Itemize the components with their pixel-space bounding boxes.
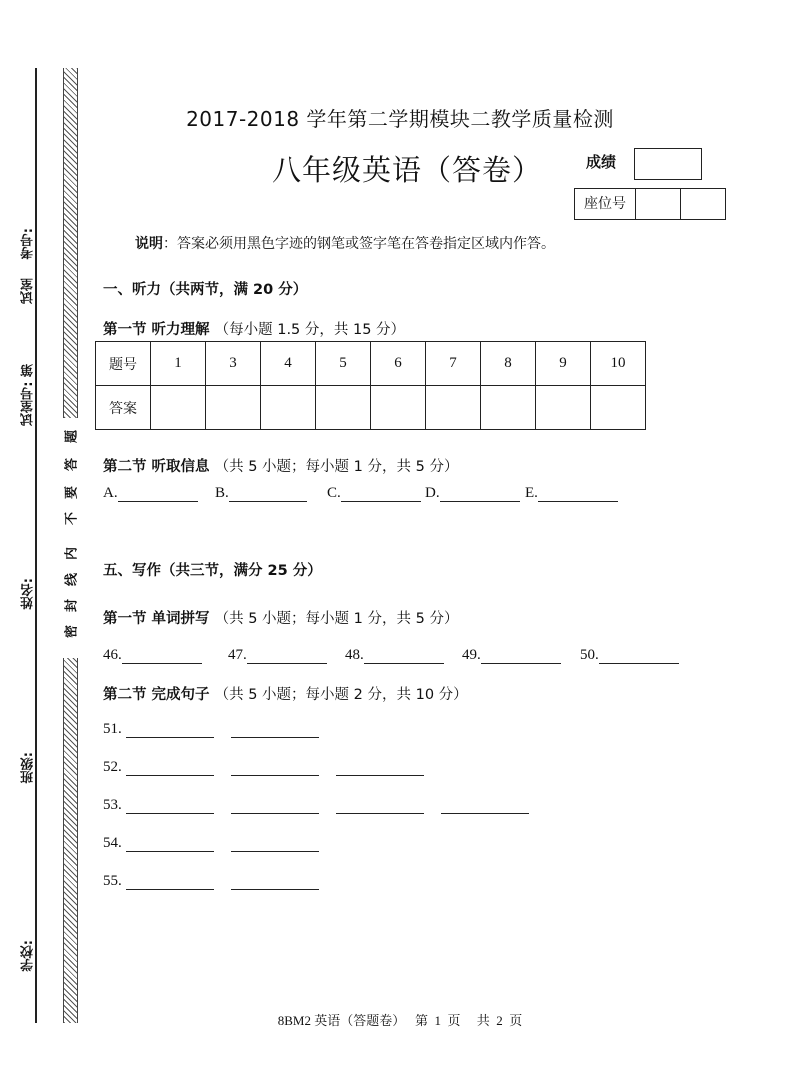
answer-blank[interactable] xyxy=(126,837,214,852)
question-number: 5 xyxy=(316,342,371,386)
table-row xyxy=(96,386,646,430)
answer-item xyxy=(345,647,444,664)
part1-sec2-heading xyxy=(103,455,458,476)
instructions-text: ：答案必须用黑色字迹的钢笔或签字笔在答卷指定区域内作答。 xyxy=(163,236,555,252)
question-number: 8 xyxy=(481,342,536,386)
answer-item xyxy=(228,647,327,664)
answer-blank[interactable] xyxy=(231,723,319,738)
answer-blank[interactable] xyxy=(118,487,198,502)
seat-cell[interactable] xyxy=(636,189,681,219)
item-label: C. xyxy=(327,485,341,501)
sec-detail: （共 5 小题；每小题 1 分，共 5 分） xyxy=(214,459,459,475)
score-label: 成绩 xyxy=(586,153,617,171)
sec-title: 第一节 听力理解 xyxy=(103,322,215,338)
sentence-item xyxy=(103,721,319,738)
item-label: 53. xyxy=(103,797,122,813)
page-footer: 8BM2 英语（答题卷） 第 1 页 共 2 页 xyxy=(277,1013,523,1028)
sec-title: 第二节 听取信息 xyxy=(103,459,215,475)
sentence-item xyxy=(103,797,529,814)
sentence-item xyxy=(103,873,319,890)
question-number: 7 xyxy=(426,342,481,386)
item-label: 50. xyxy=(580,647,599,663)
sec-detail: （共 5 小题；每小题 2 分，共 10 分） xyxy=(214,687,468,703)
answer-blank[interactable] xyxy=(229,487,307,502)
seat-number-box xyxy=(574,188,726,220)
answer-blank[interactable] xyxy=(440,487,520,502)
item-label: 54. xyxy=(103,835,122,851)
score-box[interactable] xyxy=(634,148,702,180)
answer-cell[interactable] xyxy=(151,386,206,430)
answer-blank[interactable] xyxy=(231,875,319,890)
item-label: 46. xyxy=(103,647,122,663)
question-number: 9 xyxy=(536,342,591,386)
answer-blank[interactable] xyxy=(231,761,319,776)
seat-label: 座位号 xyxy=(575,189,636,219)
answer-item xyxy=(215,485,307,502)
answer-blank[interactable] xyxy=(247,649,327,664)
answer-cell[interactable] xyxy=(371,386,426,430)
answer-blank[interactable] xyxy=(126,761,214,776)
seal-char: 答 xyxy=(64,458,80,472)
seal-char: 线 xyxy=(64,573,80,587)
answer-blank[interactable] xyxy=(231,837,319,852)
answer-blank[interactable] xyxy=(126,799,214,814)
sec-detail: （共 5 小题；每小题 1 分，共 5 分） xyxy=(214,611,459,627)
answer-item xyxy=(425,485,520,502)
table-row xyxy=(96,342,646,386)
answer-blank[interactable] xyxy=(599,649,679,664)
answer-blank[interactable] xyxy=(341,487,421,502)
answer-cell[interactable] xyxy=(316,386,371,430)
answer-cell[interactable] xyxy=(481,386,536,430)
seal-char: 不 xyxy=(64,512,80,526)
answer-blank[interactable] xyxy=(364,649,444,664)
instructions xyxy=(135,233,555,253)
answer-blank[interactable] xyxy=(441,799,529,814)
answer-cell[interactable] xyxy=(426,386,481,430)
seal-char: 题 xyxy=(64,430,80,444)
sec-title: 第二节 完成句子 xyxy=(103,687,215,703)
instructions-label: 说明 xyxy=(135,236,163,252)
seal-char: 要 xyxy=(64,486,80,500)
table-header: 答案 xyxy=(96,386,151,430)
answer-cell[interactable] xyxy=(591,386,646,430)
answer-blank[interactable] xyxy=(336,761,424,776)
seal-char: 密 xyxy=(64,625,80,639)
seat-cell[interactable] xyxy=(681,189,725,219)
exam-no-label: 考号: xyxy=(21,228,36,260)
question-number: 1 xyxy=(151,342,206,386)
school-label: 学校: xyxy=(21,940,36,972)
answer-item xyxy=(580,647,679,664)
sec-detail: （每小题 1.5 分，共 15 分） xyxy=(214,322,406,338)
question-number: 3 xyxy=(206,342,261,386)
answer-item xyxy=(525,485,618,502)
answer-blank[interactable] xyxy=(231,799,319,814)
class-label: 班级: xyxy=(21,752,36,784)
answer-blank[interactable] xyxy=(538,487,618,502)
item-label: B. xyxy=(215,485,229,501)
name-label: 姓名: xyxy=(21,578,36,610)
binding-line xyxy=(35,68,37,1023)
sentence-item xyxy=(103,759,424,776)
answer-item xyxy=(462,647,561,664)
answer-blank[interactable] xyxy=(336,799,424,814)
part1-heading: 一、听力（共两节，满 20 分） xyxy=(103,282,308,298)
item-label: 48. xyxy=(345,647,364,663)
answer-item xyxy=(103,647,202,664)
answer-blank[interactable] xyxy=(481,649,561,664)
item-label: E. xyxy=(525,485,538,501)
item-label: 47. xyxy=(228,647,247,663)
listening-answer-table xyxy=(95,341,646,430)
part1-sec1-heading xyxy=(103,318,405,339)
answer-item xyxy=(103,485,198,502)
answer-blank[interactable] xyxy=(122,649,202,664)
question-number: 4 xyxy=(261,342,316,386)
sec-title: 第一节 单词拼写 xyxy=(103,611,215,627)
sentence-item xyxy=(103,835,319,852)
item-label: D. xyxy=(425,485,440,501)
part5-sec2-heading xyxy=(103,683,468,704)
item-label: 55. xyxy=(103,873,122,889)
paper-subtitle: 八年级英语（答卷） xyxy=(272,153,543,187)
answer-blank[interactable] xyxy=(126,723,214,738)
seal-char: 封 xyxy=(64,599,80,613)
item-label: 52. xyxy=(103,759,122,775)
item-label: 49. xyxy=(462,647,481,663)
room-label: 试室号: 第 xyxy=(21,364,36,426)
part5-sec1-heading xyxy=(103,607,458,628)
question-number: 6 xyxy=(371,342,426,386)
part5-heading: 五、写作（共三节，满分 25 分） xyxy=(103,563,322,579)
answer-cell[interactable] xyxy=(206,386,261,430)
table-header: 题号 xyxy=(96,342,151,386)
exam-title: 2017-2018 学年第二学期模块二教学质量检测 xyxy=(186,107,614,131)
item-label: A. xyxy=(103,485,118,501)
question-number: 10 xyxy=(591,342,646,386)
seal-char: 内 xyxy=(64,547,80,561)
answer-cell[interactable] xyxy=(261,386,316,430)
answer-blank[interactable] xyxy=(126,875,214,890)
answer-cell[interactable] xyxy=(536,386,591,430)
answer-item xyxy=(327,485,421,502)
item-label: 51. xyxy=(103,721,122,737)
room-suffix-label: 试室 xyxy=(21,278,36,304)
